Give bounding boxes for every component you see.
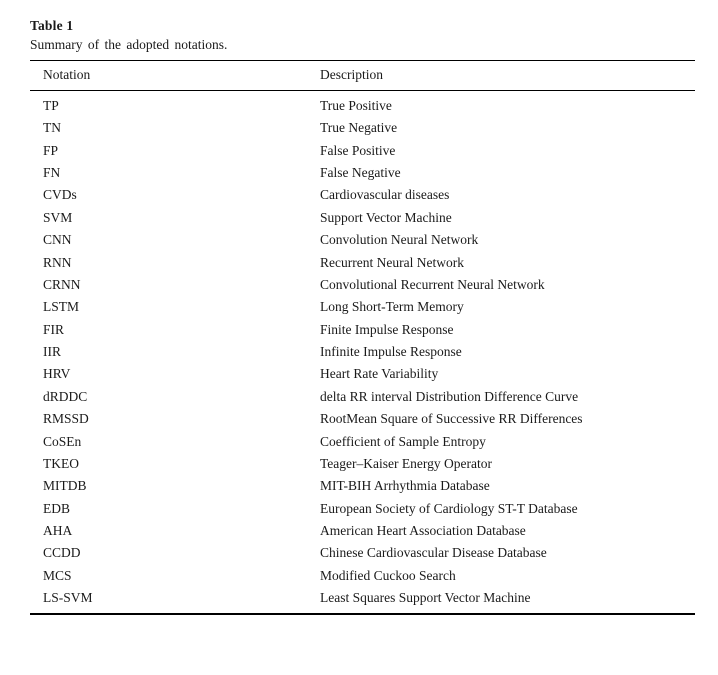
table-row bbox=[30, 251, 695, 273]
description-cell: Coefficient of Sample Entropy bbox=[320, 433, 486, 449]
notation-cell: LSTM bbox=[43, 299, 80, 315]
notation-cell: FN bbox=[43, 165, 61, 180]
table-row bbox=[30, 229, 695, 251]
table-row bbox=[30, 162, 695, 184]
table-row bbox=[30, 363, 695, 385]
description-cell: Convolution Neural Network bbox=[320, 232, 479, 248]
table-body bbox=[30, 90, 695, 614]
notation-cell: MCS bbox=[43, 567, 72, 583]
notations-table bbox=[30, 60, 695, 615]
description-cell: Support Vector Machine bbox=[320, 209, 452, 225]
table-row bbox=[30, 140, 695, 162]
notation-cell: CVDs bbox=[43, 187, 77, 203]
table-row bbox=[30, 90, 695, 117]
notation-cell: CCDD bbox=[43, 545, 81, 561]
notation-cell: CRNN bbox=[43, 276, 81, 292]
description-cell: RootMean Square of Successive RR Differences bbox=[320, 411, 583, 427]
description-cell: Heart Rate Variability bbox=[320, 366, 439, 382]
notation-cell: HRV bbox=[43, 366, 71, 382]
notation-cell: EDB bbox=[43, 500, 70, 516]
table-row bbox=[30, 184, 695, 206]
notation-cell: RMSSD bbox=[43, 411, 89, 427]
description-cell: Convolutional Recurrent Neural Network bbox=[320, 276, 545, 292]
description-cell: True Positive bbox=[320, 97, 392, 113]
notation-cell: dRDDC bbox=[43, 388, 88, 404]
notation-cell: TP bbox=[43, 97, 59, 113]
table-row bbox=[30, 341, 695, 363]
description-cell: False Negative bbox=[320, 165, 401, 180]
table-row bbox=[30, 520, 695, 542]
description-cell: Chinese Cardiovascular Disease Database bbox=[320, 545, 547, 561]
notation-cell: TN bbox=[43, 120, 61, 136]
description-cell: Teager–Kaiser Energy Operator bbox=[320, 455, 492, 471]
table-row bbox=[30, 207, 695, 229]
notation-cell: IIR bbox=[43, 344, 61, 359]
notation-cell: CoSEn bbox=[43, 433, 82, 449]
table-label: Table 1 bbox=[30, 18, 74, 33]
description-cell: Infinite Impulse Response bbox=[320, 344, 462, 359]
table-row bbox=[30, 430, 695, 452]
notation-cell: AHA bbox=[43, 523, 73, 538]
table-head bbox=[30, 61, 695, 91]
description-cell: MIT-BIH Arrhythmia Database bbox=[320, 478, 490, 494]
description-cell: Cardiovascular diseases bbox=[320, 187, 450, 203]
description-cell: European Society of Cardiology ST-T Database bbox=[320, 500, 578, 516]
column-header: Notation bbox=[43, 67, 91, 82]
description-cell: False Positive bbox=[320, 142, 396, 158]
table-row bbox=[30, 296, 695, 318]
notation-cell: FP bbox=[43, 142, 59, 158]
notation-cell: LS-SVM bbox=[43, 590, 93, 606]
description-cell: True Negative bbox=[320, 120, 398, 136]
table-caption: Summary of the adopted notations. bbox=[30, 37, 228, 52]
description-cell: Finite Impulse Response bbox=[320, 321, 454, 337]
notation-cell: MITDB bbox=[43, 478, 87, 494]
table-row bbox=[30, 319, 695, 341]
table-row bbox=[30, 565, 695, 587]
description-cell: Least Squares Support Vector Machine bbox=[320, 590, 531, 606]
table-row bbox=[30, 498, 695, 520]
table-row bbox=[30, 274, 695, 296]
table-header-row bbox=[30, 61, 695, 91]
table-row bbox=[30, 453, 695, 475]
table-row bbox=[30, 117, 695, 139]
table-row bbox=[30, 408, 695, 430]
notation-cell: CNN bbox=[43, 232, 72, 248]
description-cell: Recurrent Neural Network bbox=[320, 254, 464, 270]
notation-cell: TKEO bbox=[43, 455, 79, 471]
description-cell: delta RR interval Distribution Difference Curve bbox=[320, 388, 579, 404]
description-cell: American Heart Association Database bbox=[320, 523, 526, 538]
notation-cell: FIR bbox=[43, 321, 65, 337]
table-row bbox=[30, 386, 695, 408]
table-row bbox=[30, 475, 695, 497]
notation-cell: SVM bbox=[43, 209, 73, 225]
column-header: Description bbox=[320, 67, 383, 82]
notation-cell: RNN bbox=[43, 254, 72, 270]
table-row bbox=[30, 587, 695, 614]
description-cell: Modified Cuckoo Search bbox=[320, 567, 456, 583]
description-cell: Long Short-Term Memory bbox=[320, 299, 464, 315]
table-row bbox=[30, 542, 695, 564]
